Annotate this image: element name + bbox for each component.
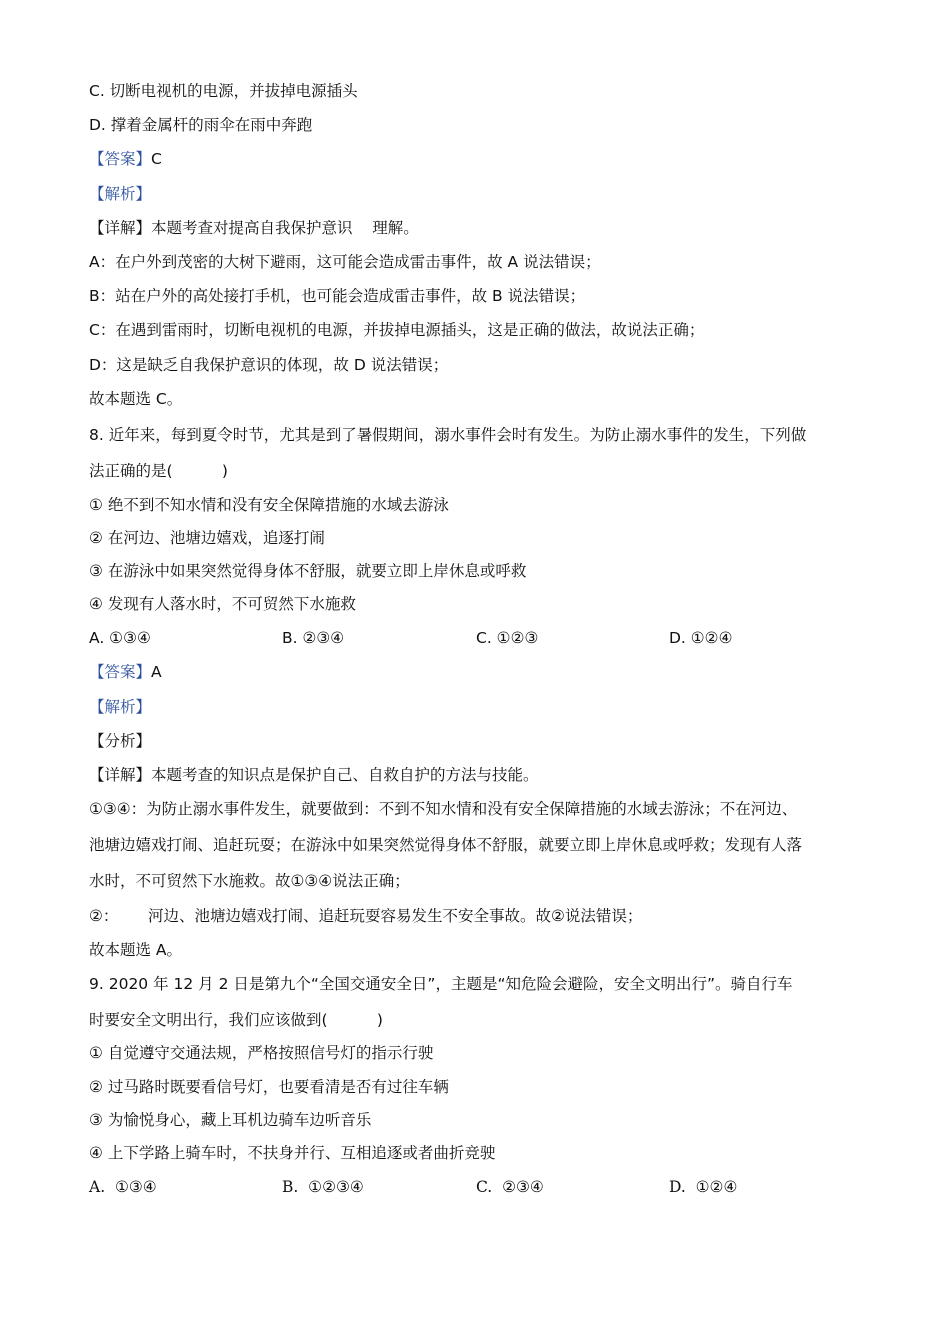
option-d-line: D. 撑着金属杆的雨伞在雨中奔跑 <box>89 116 313 134</box>
answer-line <box>89 149 162 169</box>
explain-d: D：这是缺乏自我保护意识的体现，故 D 说法错误； <box>89 356 449 374</box>
detail-8-para-2: 池塘边嬉戏打闹、追赶玩耍；在游泳中如果突然觉得身体不舒服，就要立即上岸休息或呼救；发现有人落 <box>89 836 803 854</box>
detail-line: 【详解】本题考查对提高自我保护意识 理解。 <box>89 219 419 237</box>
question-9-option-d: D. ①②④ <box>669 1178 738 1196</box>
question-9-item-3: ③ 为愉悦身心，藏上耳机边骑车边听音乐 <box>89 1111 372 1129</box>
question-9-stem-2: 时要安全文明出行，我们应该做到( ) <box>89 1011 383 1029</box>
option-c-line: C. 切断电视机的电源，并拔掉电源插头 <box>89 82 358 100</box>
detail-8-para-3: 水时，不可贸然下水施救。故①③④说法正确； <box>89 872 410 890</box>
question-8-item-2: ② 在河边、池塘边嬉戏，追逐打闹 <box>89 529 325 547</box>
question-9-item-1: ① 自觉遵守交通法规，严格按照信号灯的指示行驶 <box>89 1044 434 1062</box>
question-9-stem-1: 9. 2020 年 12 月 2 日是第九个“全国交通安全日”，主题是“知危险会避险，安全文明出行”。骑自行车 <box>89 975 793 993</box>
answer-8-tag: 【答案】 <box>89 663 152 681</box>
question-8-option-b: B. ②③④ <box>282 629 345 647</box>
question-9-item-4: ④ 上下学路上骑车时，不扶身并行、互相追逐或者曲折竞驶 <box>89 1144 496 1162</box>
conclusion-8: 故本题选 A。 <box>89 941 183 959</box>
conclusion: 故本题选 C。 <box>89 390 183 408</box>
question-9-option-b: B. ①②③④ <box>282 1178 364 1196</box>
analysis-tag: 【解析】 <box>89 185 152 203</box>
answer-8-line <box>89 662 162 682</box>
detail-8-para-1: ①③④：为防止溺水事件发生，就要做到：不到不知水情和没有安全保障措施的水域去游泳；不在河边、 <box>89 800 798 818</box>
question-8-item-4: ④ 发现有人落水时，不可贸然下水施救 <box>89 595 356 613</box>
question-8-stem-2: 法正确的是( ) <box>89 462 228 480</box>
explain-a: A：在户外到茂密的大树下避雨，这可能会造成雷击事件，故 A 说法错误； <box>89 253 601 271</box>
question-8-option-d: D. ①②④ <box>669 629 733 647</box>
question-8-option-a: A. ①③④ <box>89 629 151 647</box>
question-9-option-a: A. ①③④ <box>89 1178 157 1196</box>
answer-value: C <box>151 150 162 168</box>
question-8-option-c: C. ①②③ <box>476 629 539 647</box>
detail-8-para-4: ②： 河边、池塘边嬉戏打闹、追赶玩耍容易发生不安全事故。故②说法错误； <box>89 907 643 925</box>
explain-b: B：站在户外的高处接打手机，也可能会造成雷击事件，故 B 说法错误； <box>89 287 586 305</box>
question-9-option-c: C. ②③④ <box>476 1178 544 1196</box>
explain-c: C：在遇到雷雨时，切断电视机的电源，并拔掉电源插头，这是正确的做法，故说法正确； <box>89 321 705 339</box>
question-8-stem-1: 8. 近年来，每到夏令时节，尤其是到了暑假期间，溺水事件会时有发生。为防止溺水事件的发生，下列做 <box>89 426 807 444</box>
answer-8-value: A <box>151 663 162 681</box>
question-8-item-1: ① 绝不到不知水情和没有安全保障措施的水域去游泳 <box>89 496 449 514</box>
question-8-item-3: ③ 在游泳中如果突然觉得身体不舒服，就要立即上岸休息或呼救 <box>89 562 527 580</box>
detail-8-line: 【详解】本题考查的知识点是保护自己、自救自护的方法与技能。 <box>89 766 539 784</box>
question-9-item-2: ② 过马路时既要看信号灯，也要看清是否有过往车辆 <box>89 1078 449 1096</box>
analysis-8-tag: 【解析】 <box>89 698 152 716</box>
analysis-8-fenxi: 【分析】 <box>89 732 152 750</box>
answer-tag: 【答案】 <box>89 150 152 168</box>
